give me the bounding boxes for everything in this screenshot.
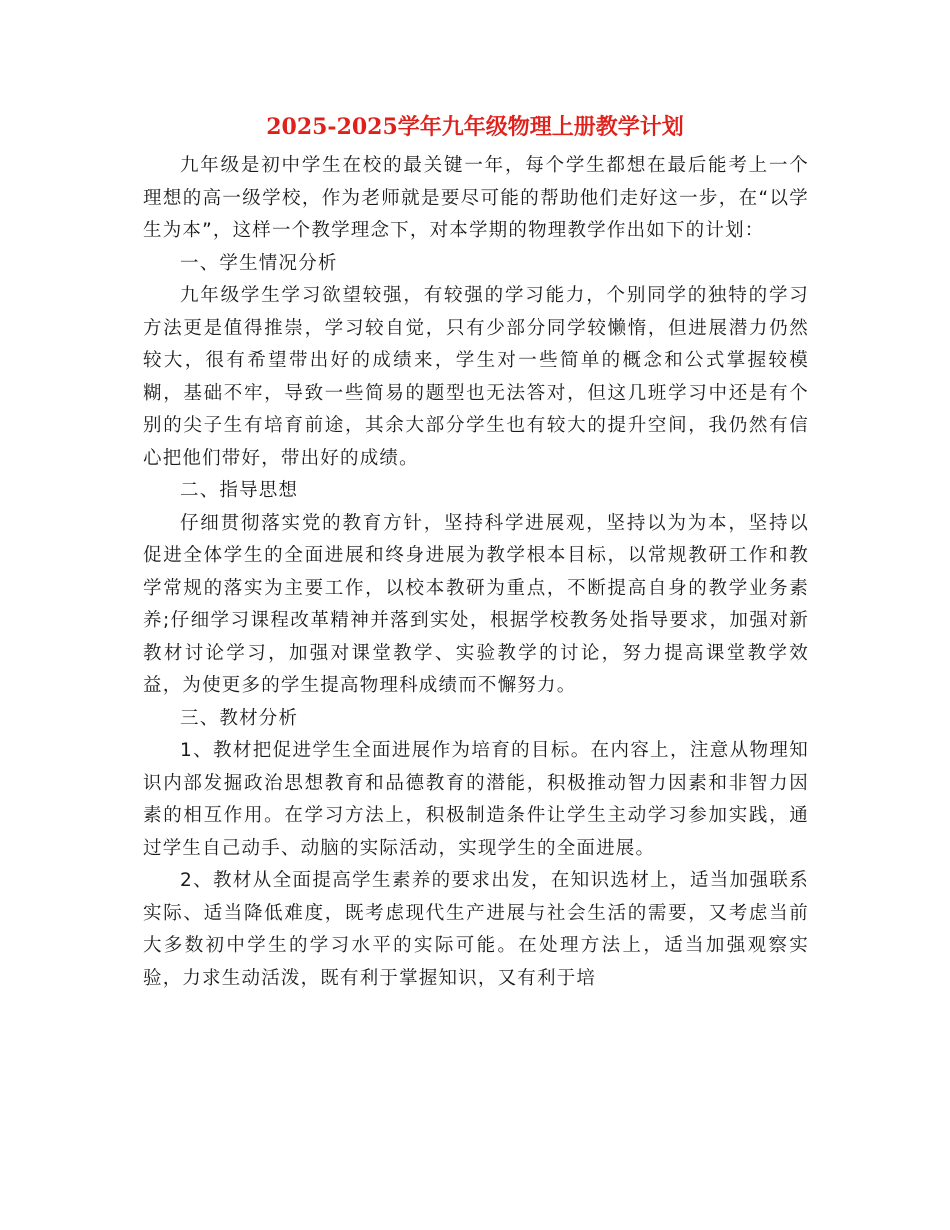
section-heading-student-analysis: 一、学生情况分析 [180, 252, 338, 274]
document-body [143, 150, 809, 995]
paragraph-textbook-point-1: 1、教材把促进学生全面进展作为培育的目标。在内容上，注意从物理知识内部发掘政治思想教育和品德教育的潜能，积极推动智力因素和非智力因素的相互作用。在学习方法上，积极制造条件让学生主动学习参加实践，通过学生自己动手、动脑的实际活动，实现学生的全面进展。 [143, 740, 809, 859]
section-heading-guiding-ideology: 二、指导思想 [180, 480, 299, 501]
paragraph-textbook-point-2: 2、教材从全面提高学生素养的要求出发，在知识选材上，适当加强联系实际、适当降低难度，既考虑现代生产进展与社会生活的需要，又考虑当前大多数初中学生的学习水平的实际可能。在处理方法上，适当加强观察实验，力求生动活泼，既有利于掌握知识，又有利于培 [143, 870, 809, 989]
paragraph-intro: 九年级是初中学生在校的最关键一年，每个学生都想在最后能考上一个理想的高一级学校，作为老师就是要尽可能的帮助他们走好这一步，在“以学生为本”，这样一个教学理念下，对本学期的物理教学作出如下的计划： [143, 155, 809, 241]
document-title: 2025-2025学年九年级物理上册教学计划 [266, 114, 684, 140]
paragraph-guiding-ideology: 仔细贯彻落实党的教育方针，坚持科学进展观，坚持以为为本，坚持以促进全体学生的全面进展和终身进展为教学根本目标，以常规教研工作和教学常规的落实为主要工作，以校本教研为重点，不断提高自身的教学业务素养;仔细学习课程改革精神并落到实处，根据学校教务处指导要求，加强对新教材讨论学习，加强对课堂教学、实验教学的讨论，努力提高课堂教学效益，为使更多的学生提高物理科成绩而不懈努力。 [143, 512, 809, 696]
section-heading-textbook-analysis: 三、教材分析 [180, 707, 299, 729]
paragraph-student-analysis: 九年级学生学习欲望较强，有较强的学习能力，个别同学的独特的学习方法更是值得推崇，学习较自觉，只有少部分同学较懒惰，但进展潜力仍然较大，很有希望带出好的成绩来，学生对一些简单的概念和公式掌握较模糊，基础不牢，导致一些简易的题型也无法答对，但这几班学习中还是有个别的尖子生有培育前途，其余大部分学生也有较大的提升空间，我仍然有信心把他们带好，带出好的成绩。 [143, 285, 809, 469]
